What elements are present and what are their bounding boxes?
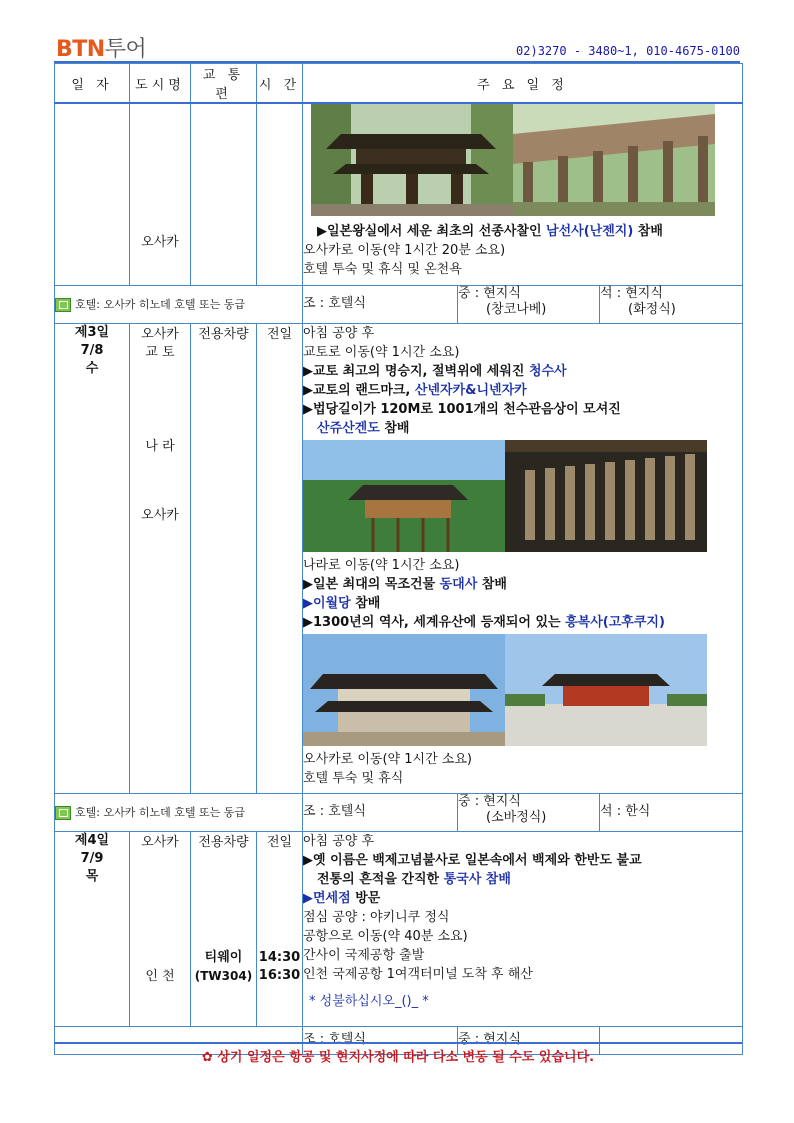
photo-sanjusangendo bbox=[505, 440, 707, 552]
schedule-line: ▶교토의 랜드마크, 산넨자카&니넨자카 bbox=[303, 382, 527, 398]
hotel-cell: 호텔: 오사카 히노데 호텔 또는 동급 bbox=[55, 285, 303, 323]
photo-aqueduct bbox=[513, 104, 715, 216]
schedule-cell bbox=[303, 103, 743, 285]
city-cell: 오사카 교 토 나 라 오사카 bbox=[130, 323, 191, 793]
temple-gate-illustration bbox=[311, 104, 513, 216]
photo-row bbox=[303, 634, 742, 748]
header-time: 시 간 bbox=[257, 64, 303, 104]
photo-kiyomizu bbox=[303, 440, 505, 552]
city-cell bbox=[130, 103, 191, 285]
lunch-cell: 중 : 현지식 (창코나베) bbox=[458, 285, 600, 323]
schedule-line: ▶면세점 방문 bbox=[303, 890, 381, 906]
time-cell bbox=[257, 103, 303, 285]
phone-number: 02)3270 - 3480~1, 010-4675-0100 bbox=[516, 44, 740, 58]
dinner-cell: 석 : 한식 bbox=[600, 793, 743, 831]
schedule-line: 호텔 투숙 및 휴식 및 온천욕 bbox=[303, 262, 462, 277]
hotel-meal-row bbox=[55, 285, 743, 323]
schedule-cell bbox=[303, 323, 743, 793]
hotel-icon bbox=[55, 298, 71, 312]
day-weekday: 수 bbox=[85, 360, 99, 376]
schedule-line: 나라로 이동(약 1시간 소요) bbox=[303, 557, 460, 573]
lunch-cell: 중 : 현지식 bbox=[458, 1026, 600, 1054]
photo-kofukuji bbox=[505, 634, 707, 746]
schedule-line: ▶교토 최고의 명승지, 절벽위에 세워진 청수사 bbox=[303, 363, 567, 379]
statues-illustration bbox=[505, 440, 707, 552]
schedule-line: 호텔 투숙 및 휴식 bbox=[303, 770, 404, 786]
schedule-line: 오사카로 이동(약 1시간 소요) bbox=[303, 751, 472, 767]
table-header-row bbox=[55, 64, 743, 104]
time-cell: 전일 bbox=[257, 323, 303, 793]
schedule-line: ▶법당길이가 120M로 1001개의 천수관음상이 모셔진 bbox=[303, 401, 621, 417]
lunch-cell: 중 : 현지식 (소바정식) bbox=[458, 793, 600, 831]
day-number: 제3일 bbox=[74, 324, 110, 340]
schedule-table bbox=[54, 63, 743, 1055]
schedule-line: ▶옛 이름은 백제고념불사로 일본속에서 백제와 한반도 불교 bbox=[303, 852, 642, 868]
logo-btn: BTN bbox=[56, 37, 105, 62]
header-date: 일 자 bbox=[55, 64, 130, 104]
day-cell bbox=[55, 103, 130, 285]
photo-row bbox=[303, 440, 742, 554]
footer-note: ✿ 상기 일정은 항공 및 현지사정에 따라 다소 변동 될 수도 있습니다. bbox=[54, 1042, 742, 1065]
header-city: 도시명 bbox=[130, 64, 191, 104]
city-osaka: 오사카 bbox=[141, 235, 179, 250]
transport-cell: 전용차량 bbox=[191, 323, 257, 793]
day-date: 7/9 bbox=[80, 850, 104, 866]
brand-logo bbox=[56, 32, 146, 63]
hotel-cell: 호텔: 오사카 히노데 호텔 또는 동급 bbox=[55, 793, 303, 831]
day-cell bbox=[55, 831, 130, 1026]
time-cell: 전일 14:30 16:30 bbox=[257, 831, 303, 1026]
logo-tour: 투어 bbox=[104, 37, 147, 62]
kiyomizu-illustration bbox=[303, 440, 505, 552]
hotel-meal-row bbox=[55, 793, 743, 831]
breakfast-cell: 조 : 호텔식 bbox=[303, 793, 458, 831]
aqueduct-illustration bbox=[513, 104, 715, 216]
table-row bbox=[55, 323, 743, 793]
schedule-line: ▶일본왕실에서 세운 최초의 선종사찰인 남선사(난젠지) 참배 bbox=[317, 224, 663, 239]
schedule-line: ▶1300년의 역사, 세계유산에 등재되어 있는 흥복사(고후쿠지) bbox=[303, 614, 665, 630]
schedule-line: ▶일본 최대의 목조건물 동대사 참배 bbox=[303, 576, 507, 592]
day-number: 제4일 bbox=[74, 832, 110, 848]
schedule-line: ▶이월당 참배 bbox=[303, 595, 381, 611]
schedule-cell bbox=[303, 831, 743, 1026]
schedule-line: 오사카로 이동(약 1시간 20분 소요) bbox=[303, 243, 506, 258]
day-weekday: 목 bbox=[85, 868, 99, 884]
kofukuji-illustration bbox=[505, 634, 707, 746]
hotel-icon bbox=[55, 806, 71, 820]
breakfast-cell: 조 : 호텔식 bbox=[303, 285, 458, 323]
closing-blessing: * 성불하십시오_()_ * bbox=[309, 993, 429, 1009]
day-date: 7/8 bbox=[80, 342, 104, 358]
schedule-line: 산쥬산겐도 참배 bbox=[317, 420, 410, 436]
city-cell: 오사카 인 천 bbox=[130, 831, 191, 1026]
transport-cell: 전용차량 티웨이 (TW304) bbox=[191, 831, 257, 1026]
schedule-line: 아침 공양 후 bbox=[303, 833, 375, 849]
header-schedule: 주 요 일 정 bbox=[303, 64, 743, 104]
schedule-line: 점심 공양 : 야키니쿠 정식 bbox=[303, 909, 450, 925]
photo-todaiji bbox=[303, 634, 505, 746]
schedule-line: 전통의 흔적을 간직한 통국사 참배 bbox=[317, 871, 511, 887]
schedule-line: 교토로 이동(약 1시간 소요) bbox=[303, 344, 460, 360]
breakfast-cell: 조 : 호텔식 bbox=[303, 1026, 458, 1054]
table-row bbox=[55, 103, 743, 285]
photo-nanzenji-gate bbox=[311, 104, 513, 216]
schedule-line: 간사이 국제공항 출발 bbox=[303, 947, 425, 963]
schedule-line: 공항으로 이동(약 40분 소요) bbox=[303, 928, 468, 944]
todaiji-illustration bbox=[303, 634, 505, 746]
header-transport: 교 통 편 bbox=[191, 64, 257, 104]
transport-cell bbox=[191, 103, 257, 285]
flower-icon: ✿ bbox=[201, 1050, 213, 1065]
table-row bbox=[55, 831, 743, 1026]
day-cell bbox=[55, 323, 130, 793]
schedule-line: 아침 공양 후 bbox=[303, 325, 375, 341]
dinner-cell: 석 : 현지식 (화정식) bbox=[600, 285, 743, 323]
schedule-line: 인천 국제공항 1여객터미널 도착 후 해산 bbox=[303, 966, 533, 982]
